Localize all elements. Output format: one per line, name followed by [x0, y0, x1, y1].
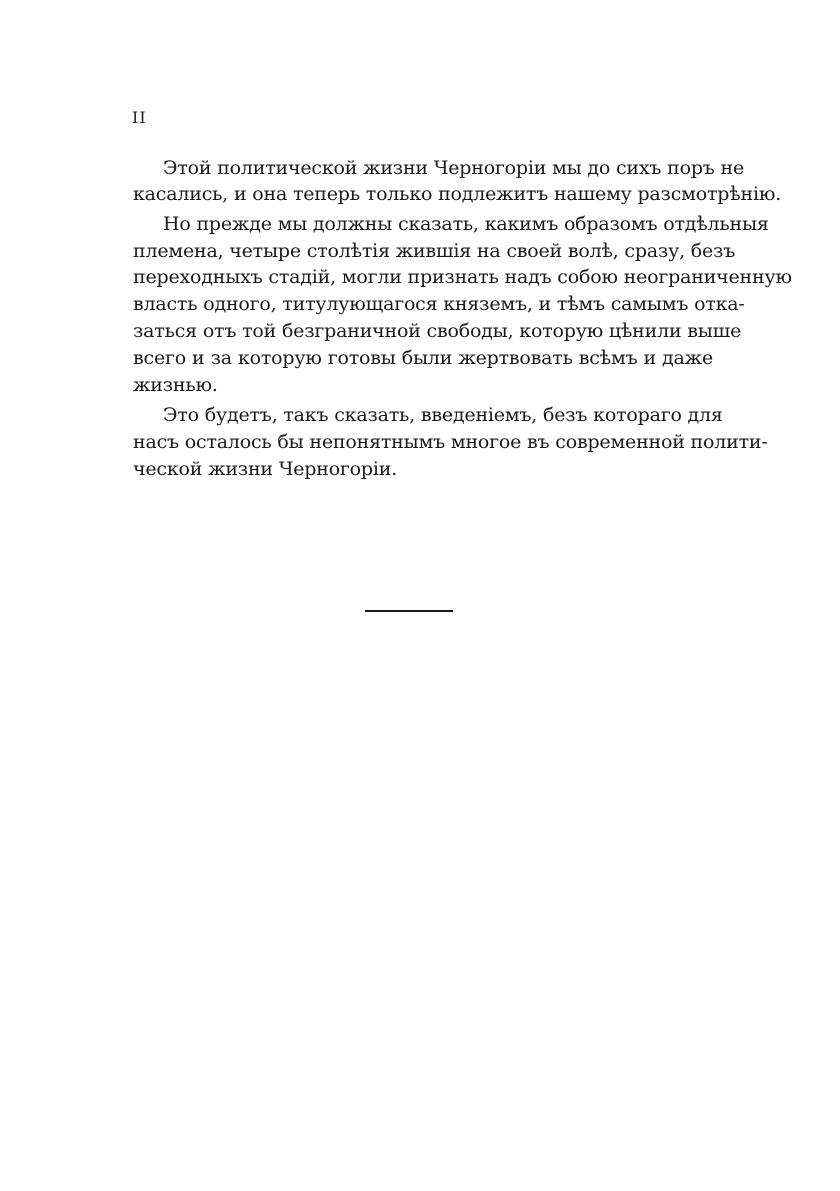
paragraph-1-line-1: Этой политической жизни Черногоріи мы до сихъ поръ не	[163, 157, 745, 179]
paragraph-2-line-2: племена, четыре столѣтія жившія на своей волѣ, сразу, безъ	[133, 240, 736, 262]
paragraph-3-line-1: Это будетъ, такъ сказать, введеніемъ, безъ котораго для	[163, 404, 723, 426]
paragraph-2-line-4: власть одного, титулующагося княземъ, и тѣмъ самымъ отка-	[133, 293, 745, 315]
paragraph-2-line-1: Но прежде мы должны сказать, какимъ образомъ отдѣльныя	[163, 213, 769, 235]
paragraph-3-line-2: насъ осталось бы непонятнымъ многое въ современной полити-	[133, 431, 768, 453]
paragraph-1-line-2: касались, и она теперь только подлежитъ нашему разсмотрѣнію.	[133, 183, 782, 205]
page-number: II	[132, 108, 147, 127]
paragraph-3-line-3: ческой жизни Черногоріи.	[133, 458, 398, 480]
paragraph-2-line-3: переходныхъ стадій, могли признать надъ собою неограниченную	[133, 266, 792, 288]
paragraph-2-line-7: жизнью.	[133, 374, 218, 396]
section-end-rule	[365, 610, 453, 612]
paragraph-2-line-6: всего и за которую готовы были жертвовать всѣмъ и даже	[133, 347, 713, 369]
paragraph-2-line-5: заться отъ той безграничной свободы, которую цѣнили выше	[133, 320, 742, 342]
